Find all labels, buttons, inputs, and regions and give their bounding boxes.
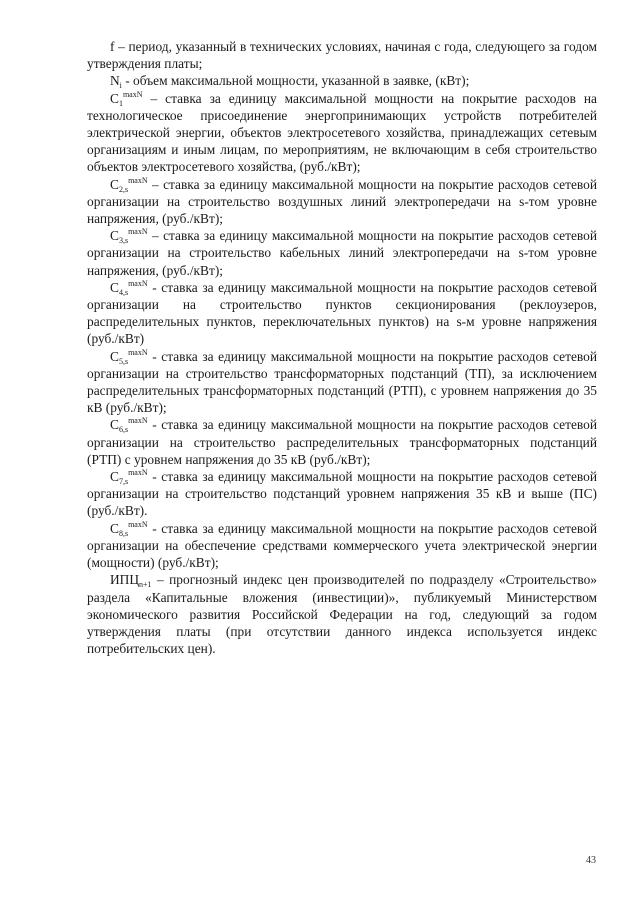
- subscript: 8,s: [118, 528, 129, 538]
- definition-c2: [87, 176, 597, 228]
- definition-text: - ставка за единицу максимальной мощности на покрытие расходов сетевой организации на строительство подстанций уровнем напряжения 35 кВ и выше (ПС) (руб./кВт).: [87, 469, 597, 519]
- definition-text: – ставка за единицу максимальной мощности на покрытие расходов на технологическое присоединение энергопринимающих устройств потребителей электрической энергии, объектов электросетевого хозяйства, принадлежащих сетевым организациям и иным лицам, по мероприятиям, не включающим в себя строительство объектов электросетевого хозяйства, (руб./кВт);: [87, 90, 597, 175]
- superscript: maxN: [128, 519, 148, 529]
- symbol: C: [110, 348, 119, 364]
- page-number: 43: [586, 855, 596, 866]
- symbol: C: [110, 279, 119, 295]
- symbol: C: [110, 417, 119, 433]
- superscript: maxN: [128, 416, 148, 426]
- subscript: 5,s: [118, 356, 129, 366]
- symbol: N: [110, 73, 120, 89]
- document-page: [87, 38, 597, 657]
- subscript: 6,s: [118, 425, 129, 435]
- subscript: 1: [118, 98, 123, 108]
- superscript: maxN: [128, 175, 148, 185]
- definition-text: – период, указанный в технических условиях, начиная с года, следующего за годом утверждения платы;: [87, 39, 597, 72]
- superscript: maxN: [122, 89, 143, 99]
- definition-text: - ставка за единицу максимальной мощности на покрытие расходов сетевой организации на строительство пунктов секционирования (реклоузеров, распределительных пунктов, переключательных пунктов) на s-м уровне напряжения (руб./кВт): [87, 279, 597, 347]
- definition-c8: [87, 520, 597, 572]
- superscript: maxN: [128, 278, 148, 288]
- definition-c3: [87, 227, 597, 279]
- subscript: 4,s: [118, 287, 129, 297]
- definition-text: - ставка за единицу максимальной мощности на покрытие расходов сетевой организации на строительство распределительных трансформаторных подстанций (РТП) с уровнем напряжения до 35 кВ (руб./кВт);: [87, 417, 597, 467]
- definition-text: – ставка за единицу максимальной мощности на покрытие расходов сетевой организации на строительство воздушных линий электропередачи на s-том уровне напряжения, (руб./кВт);: [87, 176, 597, 227]
- subscript: 3,s: [118, 236, 129, 246]
- definition-text: - ставка за единицу максимальной мощности на покрытие расходов сетевой организации на строительство трансформаторных подстанций (ТП), за исключением распределительных трансформаторных подстанций (РТП), с уровнем напряжения до 35 кВ (руб./кВт);: [87, 348, 597, 416]
- subscript: n+1: [139, 580, 152, 590]
- definition-text: – прогнозный индекс цен производителей по подразделу «Строительство» раздела «Капитальные вложения (инвестиции)», публикуемый Министерством экономического развития Российской Федерации на год, следующий за годом утверждения платы (при отсутствии данного индекса используется индекс потребительских цен).: [87, 572, 597, 657]
- symbol: C: [110, 176, 119, 192]
- symbol: ИПЦ: [110, 572, 140, 588]
- definition-c7: [87, 468, 597, 520]
- symbol: f: [110, 39, 115, 54]
- definition-text: – ставка за единицу максимальной мощности на покрытие расходов сетевой организации на строительство кабельных линий электропередачи на s-том уровне напряжения, (руб./кВт);: [87, 228, 597, 278]
- symbol: C: [110, 469, 119, 485]
- definition-c5: [87, 348, 597, 417]
- subscript: i: [119, 81, 122, 91]
- symbol: C: [110, 228, 119, 244]
- definition-f: [87, 38, 597, 72]
- symbol: C: [110, 90, 119, 106]
- definition-c6: [87, 416, 597, 468]
- definition-text: - ставка за единицу максимальной мощности на покрытие расходов сетевой организации на обеспечение средствами коммерческого учета электрической энергии (мощности) (руб./кВт);: [87, 520, 597, 571]
- definition-c4: [87, 279, 597, 348]
- superscript: maxN: [128, 347, 148, 357]
- definition-ipc: [87, 571, 597, 657]
- superscript: maxN: [128, 227, 148, 237]
- definition-text: - объем максимальной мощности, указанной в заявке, (кВт);: [121, 73, 470, 89]
- symbol: C: [110, 520, 119, 536]
- subscript: 2,s: [118, 184, 129, 194]
- superscript: maxN: [128, 468, 148, 478]
- definition-n: [87, 72, 597, 89]
- definition-c1: [87, 90, 597, 176]
- subscript: 7,s: [118, 477, 129, 487]
